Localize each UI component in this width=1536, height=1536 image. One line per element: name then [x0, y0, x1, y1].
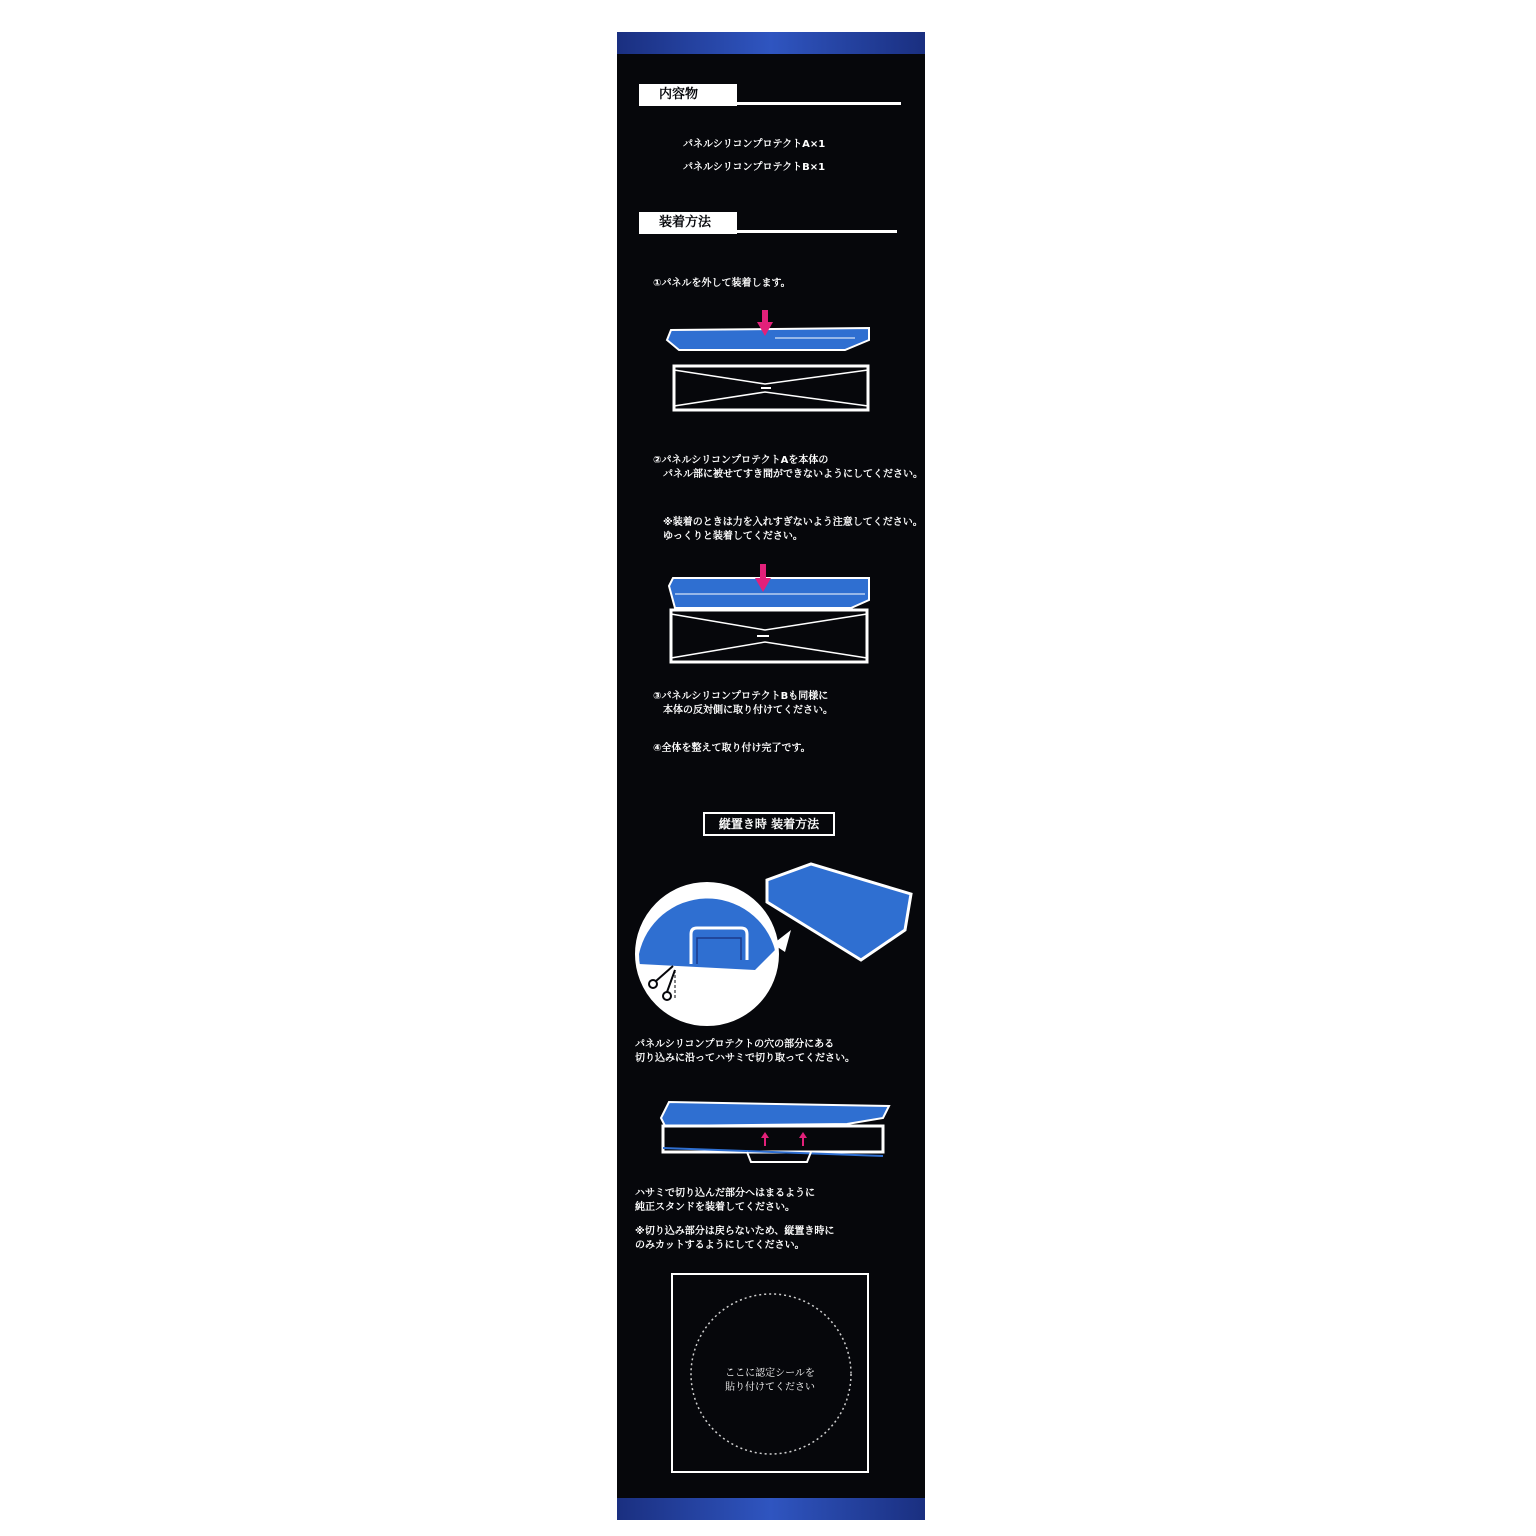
- vertical-install-label: 縦置き時 装着方法: [703, 812, 835, 836]
- seal-placement-box: [671, 1273, 869, 1473]
- console-illustration-1: [665, 308, 875, 418]
- contents-divider: [737, 102, 901, 105]
- vertical-caption-2-line1: ハサミで切り込んだ部分へはまるように: [635, 1188, 815, 1199]
- vertical-caption-1-line1: パネルシリコンプロテクトの穴の部分にある: [635, 1039, 835, 1050]
- install-step-3-line2: 本体の反対側に取り付けてください。: [663, 705, 833, 716]
- arrow-up-icon: [761, 1132, 769, 1146]
- vertical-caption-3-line1: ※切り込み部分は戻らないため、縦置き時に: [635, 1226, 835, 1237]
- vertical-caption-3-line2: のみカットするようにしてください。: [635, 1240, 805, 1251]
- vertical-caption-1-line2: 切り込みに沿ってハサミで切り取ってください。: [635, 1053, 855, 1064]
- seal-instruction: [673, 1367, 867, 1395]
- install-note-line2: ゆっくりと装着してください。: [663, 531, 803, 542]
- install-divider: [737, 230, 897, 233]
- install-heading: 装着方法: [639, 212, 737, 234]
- console-illustration-2: [665, 560, 875, 670]
- install-step-2-line1: ②パネルシリコンプロテクトAを本体の: [653, 455, 829, 466]
- panel-cover-icon: [767, 864, 911, 960]
- seal-instruction-line1: ここに認定シールを: [725, 1368, 815, 1379]
- install-step-3-line1: ③パネルシリコンプロテクトBも同様に: [653, 691, 829, 702]
- instruction-strip: [617, 32, 925, 1520]
- install-step-4: ④全体を整えて取り付け完了です。: [653, 743, 811, 754]
- stand-illustration: [657, 1096, 891, 1172]
- install-step-1: ①パネルを外して装着します。: [653, 278, 791, 289]
- cut-illustration: [635, 860, 917, 1030]
- top-blue-bar: [617, 32, 925, 54]
- seal-instruction-line2: 貼り付けてください: [725, 1382, 815, 1393]
- vertical-caption-2-line2: 純正スタンドを装着してください。: [635, 1202, 795, 1213]
- install-note-line1: ※装着のときは力を入れすぎないよう注意してください。: [663, 517, 923, 528]
- bottom-blue-bar: [617, 1498, 925, 1520]
- contents-item-b: パネルシリコンプロテクトB×1: [683, 162, 826, 173]
- zoom-circle: [637, 884, 791, 1024]
- contents-heading: 内容物: [639, 84, 737, 106]
- install-step-2-line2: パネル部に被せてすき間ができないようにしてください。: [663, 469, 923, 480]
- contents-item-a: パネルシリコンプロテクトA×1: [683, 139, 826, 150]
- arrow-up-icon: [799, 1132, 807, 1146]
